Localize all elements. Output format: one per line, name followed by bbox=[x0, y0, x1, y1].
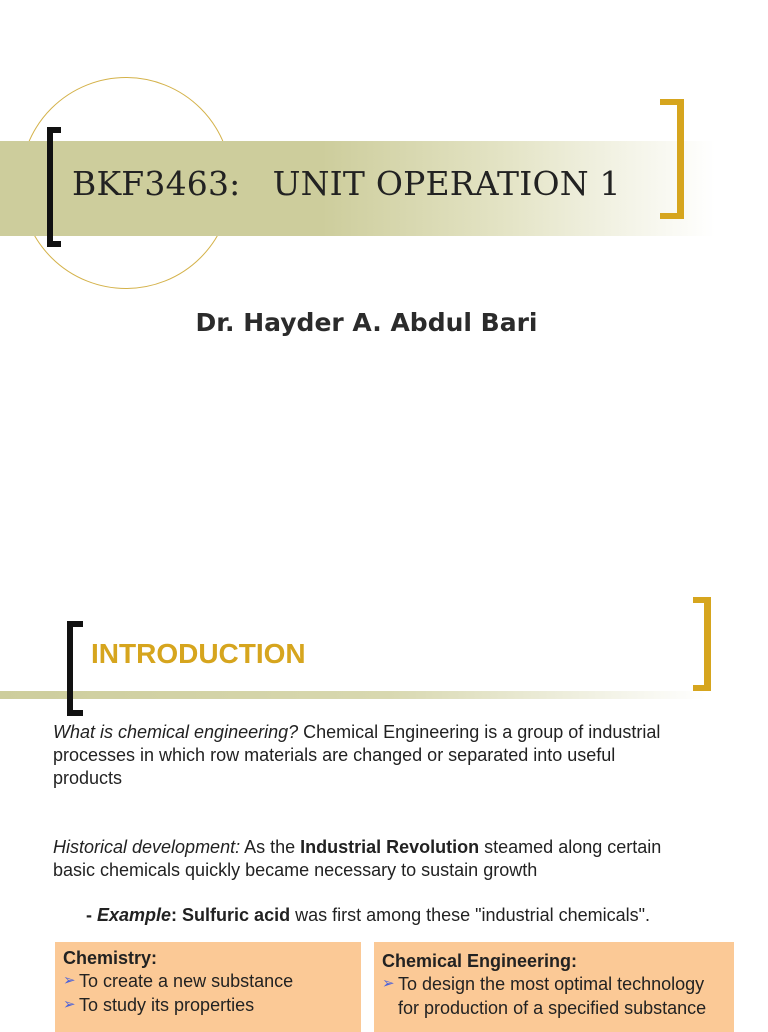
history-text-before: As the bbox=[240, 837, 301, 857]
definition-paragraph bbox=[53, 721, 663, 790]
example-subject: Sulfuric acid bbox=[182, 905, 291, 925]
history-paragraph bbox=[53, 836, 663, 882]
list-item bbox=[382, 972, 726, 996]
example-label: Example bbox=[97, 905, 172, 925]
right-bracket-decoration-2 bbox=[693, 597, 711, 691]
left-bracket-decoration-2 bbox=[67, 621, 83, 716]
list-item-text: To design the most optimal technology bbox=[398, 974, 705, 994]
list-item-text: for production of a specified substance bbox=[398, 998, 707, 1018]
chemistry-box bbox=[55, 942, 361, 1032]
chemical-engineering-box-title: Chemical Engineering: bbox=[382, 951, 578, 971]
example-line bbox=[86, 905, 650, 926]
example-text: was first among these "industrial chemicals". bbox=[290, 905, 650, 925]
chemical-engineering-box bbox=[374, 942, 734, 1032]
author-name: Dr. Hayder A. Abdul Bari bbox=[195, 308, 538, 337]
intro-band bbox=[0, 691, 706, 699]
course-code: BKF3463: bbox=[72, 164, 241, 203]
list-item-text: To study its properties bbox=[79, 995, 255, 1015]
definition-text: Chemical Engineering is a group of industrial processes in which row materials are changed or separated into useful products bbox=[53, 722, 661, 788]
list-item-continuation bbox=[382, 996, 726, 1020]
arrow-bullet-icon: ➢ bbox=[382, 975, 395, 992]
course-title bbox=[72, 164, 621, 203]
course-name: UNIT OPERATION 1 bbox=[272, 164, 621, 203]
list-item bbox=[63, 993, 353, 1017]
definition-question: What is chemical engineering? bbox=[53, 722, 299, 742]
list-item-text: To create a new substance bbox=[79, 971, 294, 991]
history-bold: Industrial Revolution bbox=[300, 837, 480, 857]
slide-title: INTRODUCTION bbox=[91, 638, 306, 669]
right-bracket-decoration bbox=[660, 99, 684, 219]
history-lead: Historical development: bbox=[53, 837, 241, 857]
left-bracket-decoration bbox=[47, 127, 61, 247]
arrow-bullet-icon: ➢ bbox=[63, 972, 76, 989]
example-dash: - bbox=[86, 905, 97, 925]
example-colon: : bbox=[171, 905, 183, 925]
chemistry-box-title: Chemistry: bbox=[63, 948, 158, 968]
list-item bbox=[63, 969, 353, 993]
history-text-after: steamed along certain basic chemicals quickly became necessary to sustain growth bbox=[53, 837, 662, 880]
arrow-bullet-icon: ➢ bbox=[63, 996, 76, 1013]
